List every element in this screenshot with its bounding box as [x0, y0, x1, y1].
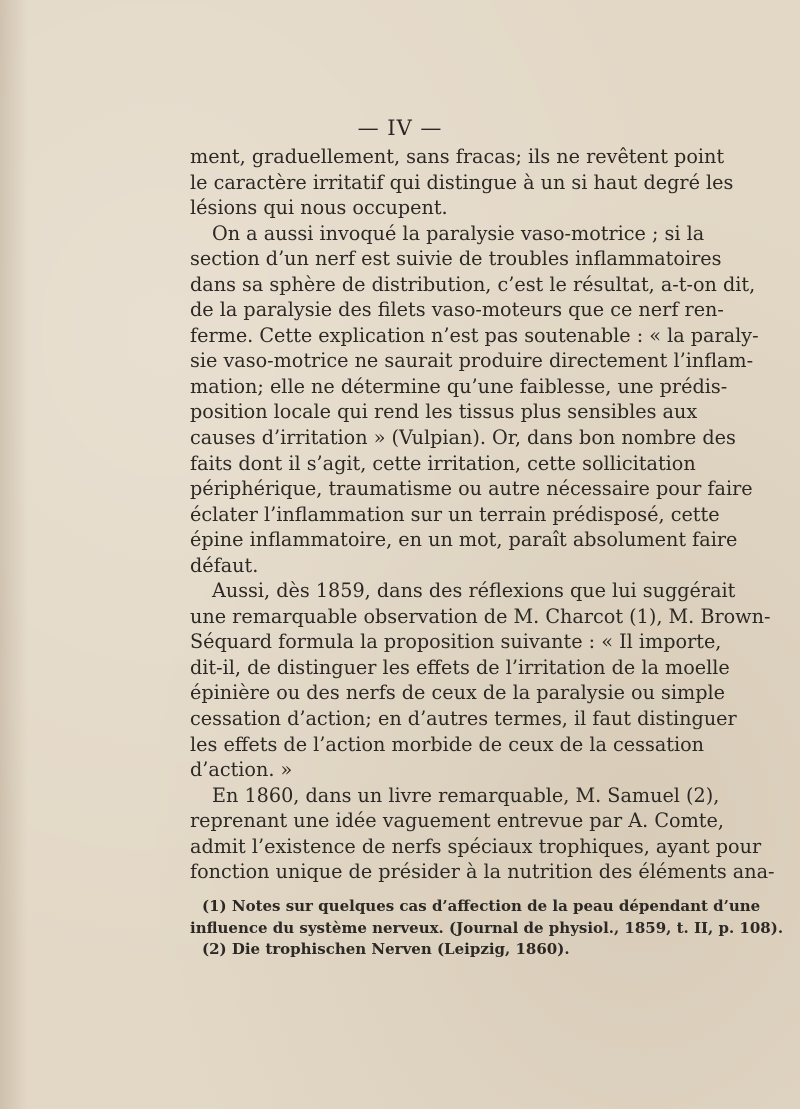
footnotes — [190, 896, 784, 961]
footnote-line: influence du système nerveux. (Journal de physiol., 1859, t. II, p. 108). — [190, 918, 784, 937]
text-line: d’action. » — [190, 758, 293, 782]
text-line: dit-il, de distinguer les effets de l’irritation de la moelle — [190, 655, 730, 679]
text-line: ment, graduellement, sans fracas; ils ne revêtent point — [190, 145, 725, 168]
text-line: faits dont il s’agit, cette irritation, cette sollicitation — [190, 451, 696, 475]
text-line: défaut. — [190, 553, 259, 577]
text-line: admit l’existence de nerfs spéciaux trophiques, ayant pour — [190, 834, 762, 858]
text-line: les effets de l’action morbide de ceux de la cessation — [190, 732, 705, 756]
text-line: épinière ou des nerfs de ceux de la paralysie ou simple — [190, 681, 726, 705]
text-line: éclater l’inflammation sur un terrain prédisposé, cette — [190, 502, 720, 526]
footnote-line: (1) Notes sur quelques cas d’affection de la peau dépendant d’une — [202, 897, 761, 915]
text-line: dans sa sphère de distribution, c’est le résultat, a-t-on dit, — [190, 272, 756, 296]
page-number: — IV — — [357, 116, 443, 140]
text-line: On a aussi invoqué la paralysie vaso-motrice ; si la — [212, 221, 705, 245]
text-line: sie vaso-motrice ne saurait produire directement l’inflam- — [190, 349, 754, 373]
text-line: Séquard formula la proposition suivante : « Il importe, — [190, 630, 722, 654]
text-line: le caractère irritatif qui distingue à un si haut degré les — [190, 170, 734, 194]
page-edge-shadow — [0, 0, 28, 1109]
text-line: position locale qui rend les tissus plus sensibles aux — [190, 400, 698, 424]
text-line: périphérique, traumatisme ou autre nécessaire pour faire — [190, 477, 753, 501]
text-line: fonction unique de présider à la nutrition des éléments ana- — [190, 860, 775, 884]
text-line: cessation d’action; en d’autres termes, il faut distinguer — [190, 707, 737, 731]
text-line: de la paralysie des filets vaso-moteurs que ce nerf ren- — [190, 298, 724, 322]
text-line: En 1860, dans un livre remarquable, M. Samuel (2), — [212, 783, 720, 807]
body-text — [190, 144, 775, 885]
text-line: Aussi, dès 1859, dans des réflexions que lui suggérait — [212, 579, 736, 603]
text-line: une remarquable observation de M. Charcot (1), M. Brown- — [190, 604, 771, 628]
text-line: lésions qui nous occupent. — [190, 196, 448, 220]
text-line: mation; elle ne détermine qu’une faiblesse, une prédis- — [190, 374, 728, 398]
text-line: reprenant une idée vaguement entrevue par A. Comte, — [190, 809, 724, 833]
text-line: section d’un nerf est suivie de troubles inflammatoires — [190, 247, 722, 271]
text-line: causes d’irritation » (Vulpian). Or, dans bon nombre des — [190, 426, 736, 450]
text-line: ferme. Cette explication n’est pas soutenable : « la paraly- — [190, 323, 759, 347]
footnote-line: (2) Die trophischen Nerven (Leipzig, 1860). — [202, 940, 570, 958]
text-line: épine inflammatoire, en un mot, paraît absolument faire — [190, 528, 738, 552]
